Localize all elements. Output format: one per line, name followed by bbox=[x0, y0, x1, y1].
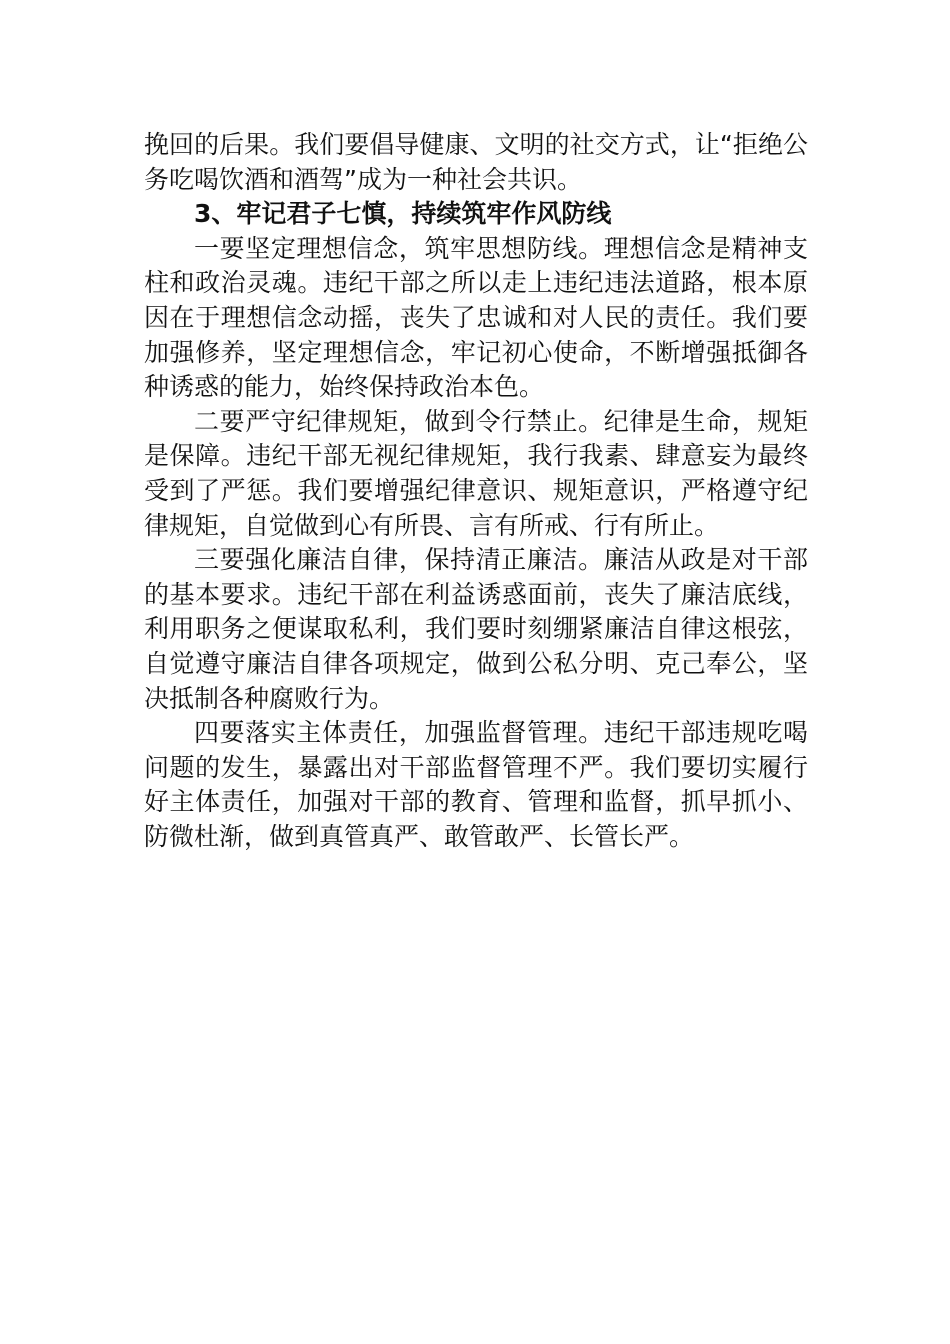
paragraph-integrity: 三要强化廉洁自律，保持清正廉洁。廉洁从政是对干部的基本要求。违纪干部在利益诱惑面前，丧失了廉洁底线，利用职务之便谋取私利，我们要时刻绷紧廉洁自律这根弦，自觉遵守廉洁自律各项规定，做到公私分明、克己奉公，坚决抵制各种腐败行为。 bbox=[144, 545, 808, 713]
paragraph-discipline: 二要严守纪律规矩，做到令行禁止。纪律是生命，规矩是保障。违纪干部无视纪律规矩，我行我素、肆意妄为最终受到了严惩。我们要增强纪律意识、规矩意识，严格遵守纪律规矩，自觉做到心有所畏、言有所戒、行有所止。 bbox=[144, 406, 808, 540]
paragraph-ideals: 一要坚定理想信念，筑牢思想防线。理想信念是精神支柱和政治灵魂。违纪干部之所以走上违纪违法道路，根本原因在于理想信念动摇，丧失了忠诚和对人民的责任。我们要加强修养，坚定理想信念，牢记初心使命，不断增强抵御各种诱惑的能力，始终保持政治本色。 bbox=[144, 233, 808, 402]
document-body bbox=[144, 128, 808, 854]
paragraph-continuation: 挽回的后果。我们要倡导健康、文明的社交方式，让“拒绝公务吃喝饮酒和酒驾”成为一种社会共识。 bbox=[144, 130, 808, 194]
section-heading: 3、牢记君子七慎，持续筑牢作风防线 bbox=[194, 199, 612, 229]
paragraph-supervision: 四要落实主体责任，加强监督管理。违纪干部违规吃喝问题的发生，暴露出对干部监督管理不严。我们要切实履行好主体责任，加强对干部的教育、管理和监督，抓早抓小、防微杜渐，做到真管真严、敢管敢严、长管长严。 bbox=[144, 718, 808, 851]
